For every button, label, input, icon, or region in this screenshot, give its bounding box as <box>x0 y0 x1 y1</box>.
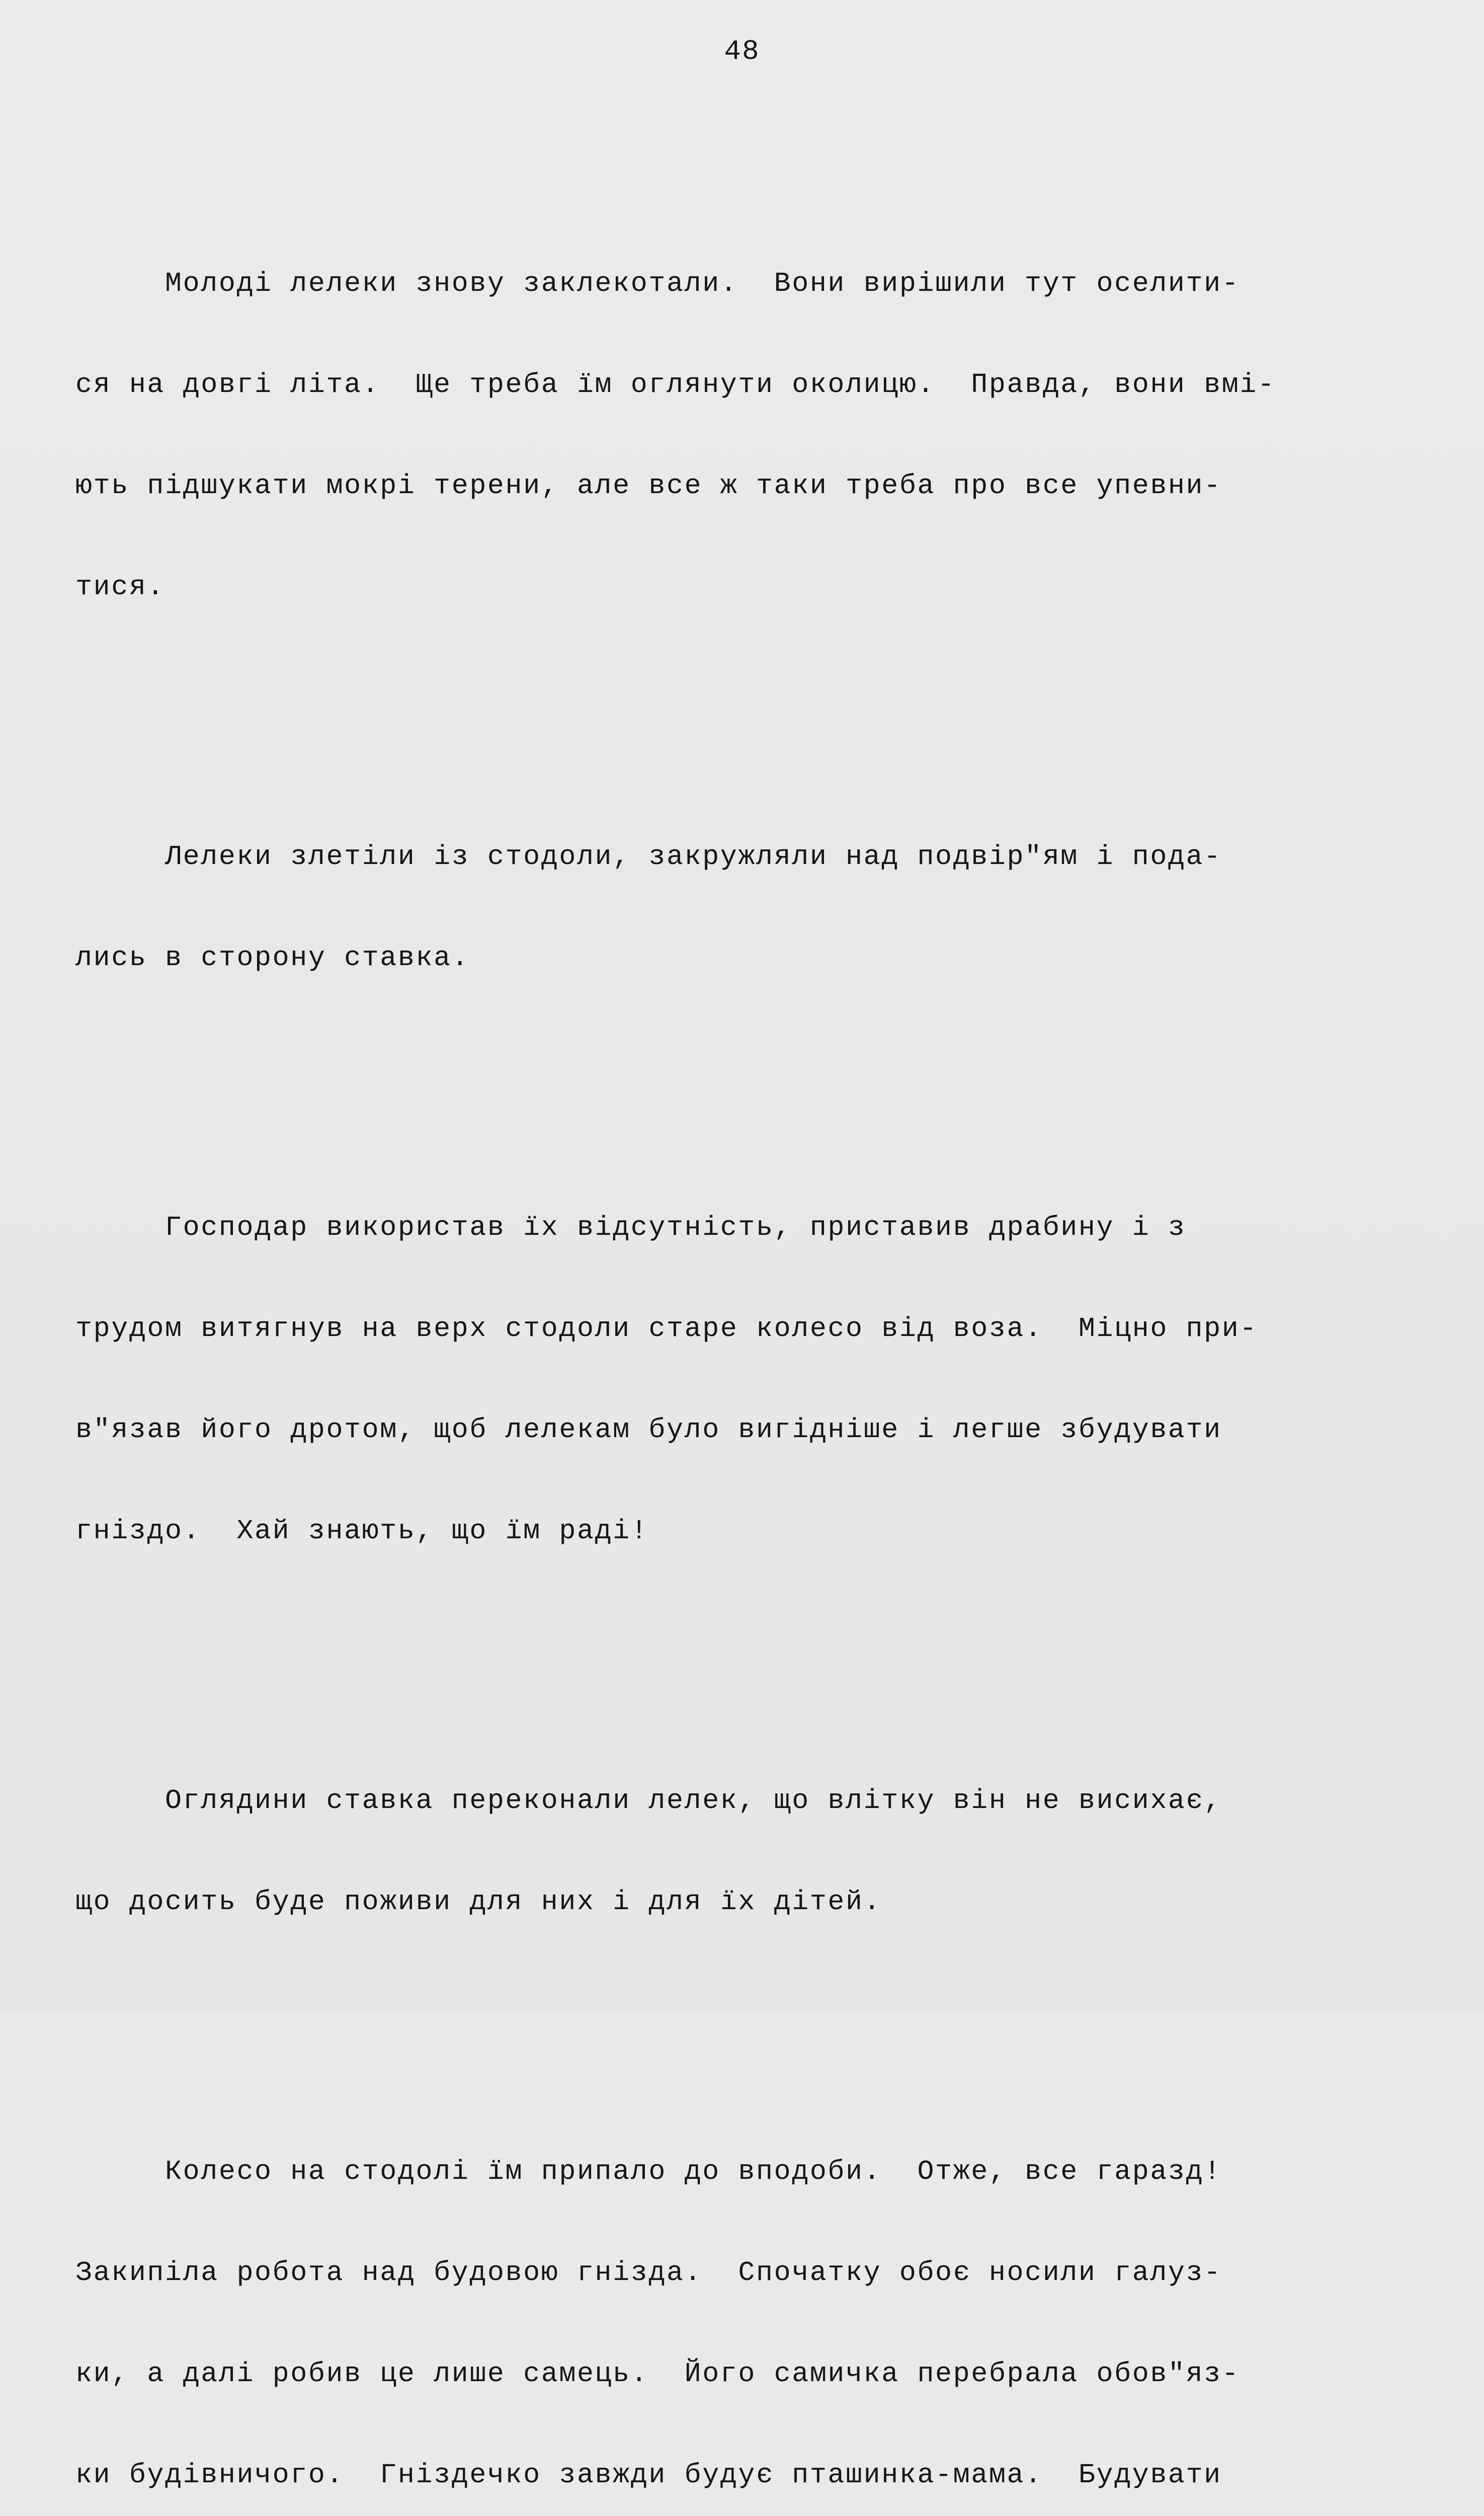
text-line: Закипіла робота над будовою гнізда. Спочатку обоє носили галуз- <box>75 2257 1222 2289</box>
text-line: що досить буде поживи для них і для їх дітей. <box>75 1886 882 1918</box>
text-line: трудом витягнув на верх стодоли старе колесо від воза. Міцно при- <box>75 1313 1258 1345</box>
paragraph-3 <box>75 1143 1434 1615</box>
text-line: тися. <box>75 571 166 603</box>
text-line: гніздо. Хай знають, що їм раді! <box>75 1515 649 1547</box>
text-line: Молоді лелеки знову заклекотали. Вони вирішили тут оселити- <box>75 268 1240 299</box>
body-text <box>75 132 1434 2516</box>
text-line: Лелеки злетіли із стодоли, закружляли над подвір"ям і пода- <box>75 841 1222 873</box>
text-line: Господар використав їх відсутність, приставив драбину і з <box>75 1212 1186 1243</box>
paragraph-4 <box>75 1716 1434 1986</box>
text-line: ють підшукати мокрі терени, але все ж таки треба про все упевни- <box>75 470 1222 502</box>
page-number: 48 <box>724 35 760 67</box>
paragraph-2 <box>75 772 1434 1042</box>
text-line: в"язав його дротом, щоб лелекам було вигідніше і легше збудувати <box>75 1414 1222 1446</box>
text-line: ся на довгі літа. Ще треба їм оглянути околицю. Правда, вони вмі- <box>75 369 1276 401</box>
text-line: ки будівничого. Гніздечко завжди будує пташинка-мама. Будувати <box>75 2459 1222 2491</box>
paragraph-5 <box>75 2087 1434 2516</box>
text-line: Колесо на стодолі їм припало до вподоби. Отже, все гаразд! <box>75 2156 1222 2187</box>
text-line: ки, а далі робив це лише самець. Його самичка перебрала обов"яз- <box>75 2358 1240 2390</box>
text-line: Оглядини ставка переконали лелек, що влітку він не висихає, <box>75 1785 1222 1817</box>
paragraph-1 <box>75 199 1434 671</box>
text-line: лись в сторону ставка. <box>75 942 470 974</box>
